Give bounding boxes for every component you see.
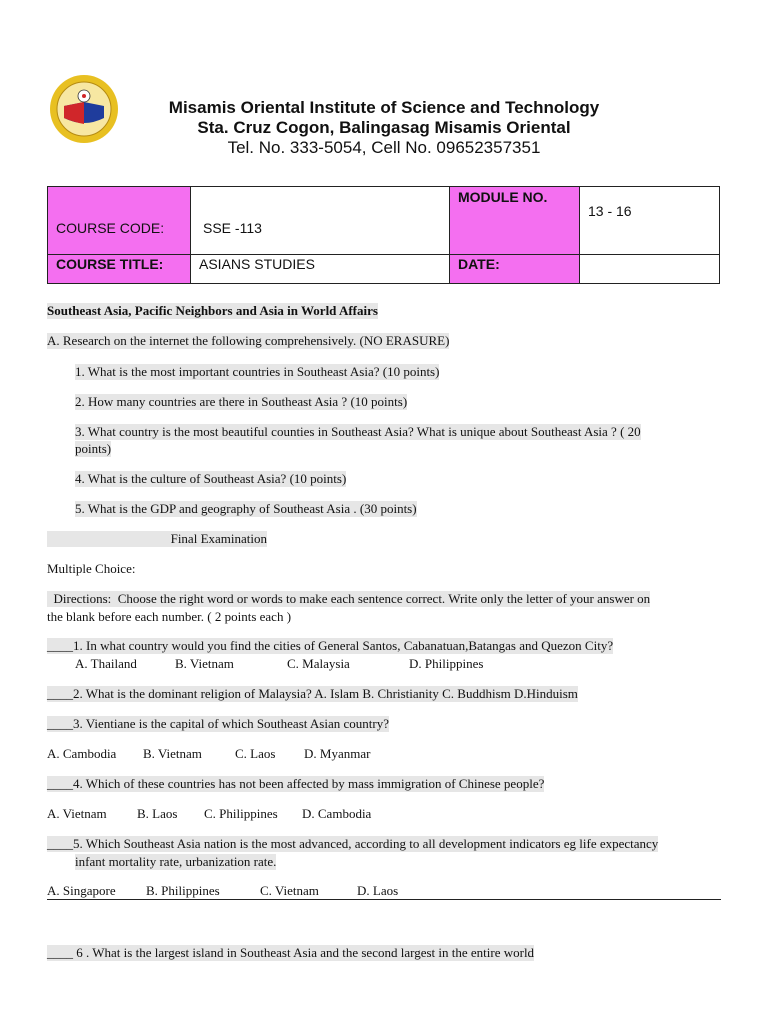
course-code-value: SSE -113 [191,187,450,255]
q3-choice-d: D. Myanmar [304,746,371,761]
q4-choice-c: C. Philippines [204,806,278,821]
question-4: ____4. Which of these countries has not been affected by mass immigration of Chinese people? [47,776,545,791]
q4-choice-b: B. Laos [137,806,178,821]
divider-line [47,899,721,900]
q1-choice-b: B. Vietnam [175,656,234,671]
question-6: ____ 6 . What is the largest island in Southeast Asia and the second largest in the entire world [47,945,535,960]
q4-choice-a: A. Vietnam [47,806,107,821]
research-item-5: 5. What is the GDP and geography of Southeast Asia . (30 points) [75,501,417,516]
institute-contact: Tel. No. 333-5054, Cell No. 09652357351 [227,138,541,157]
directions-line-2: the blank before each number. ( 2 points each ) [47,609,292,624]
q1-choice-c: C. Malaysia [287,656,350,671]
q4-choice-d: D. Cambodia [302,806,372,821]
question-2: ____2. What is the dominant religion of Malaysia? A. Islam B. Christianity C. Buddhism D.Hinduism [47,686,578,701]
q3-choice-b: B. Vietnam [143,746,202,761]
research-item-1: 1. What is the most important countries in Southeast Asia? (10 points) [75,364,440,379]
q5-choice-b: B. Philippines [146,883,220,898]
institute-address: Sta. Cruz Cogon, Balingasag Misamis Oriental [197,118,571,137]
q5-choice-a: A. Singapore [47,883,116,898]
date-label: DATE: [450,255,580,284]
final-exam-heading: Final Examination [47,531,267,547]
research-item-3: 3. What country is the most beautiful counties in Southeast Asia? What is unique about Southeast Asia ? ( 20 [75,424,641,439]
module-no-value: 13 - 16 [580,187,720,255]
question-1: ____1. In what country would you find the cities of General Santos, Cabanatuan,Batangas and Quezon City? [47,638,614,653]
research-item-2: 2. How many countries are there in Southeast Asia ? (10 points) [75,394,408,409]
q5-choice-c: C. Vietnam [260,883,319,898]
question-5: ____5. Which Southeast Asia nation is the most advanced, according to all development indicators eg life expectancy [47,836,659,851]
course-title-value: ASIANS STUDIES [191,255,450,284]
course-info-table [47,186,720,284]
institute-name: Misamis Oriental Institute of Science and Technology [168,98,600,117]
q1-choice-a: A. Thailand [75,656,137,671]
course-title-label: COURSE TITLE: [48,255,191,284]
q3-choice-c: C. Laos [235,746,276,761]
q3-choice-a: A. Cambodia [47,746,117,761]
q1-choice-d: D. Philippines [409,656,484,671]
research-item-3-cont: points) [75,441,112,456]
course-code-label: COURSE CODE: [48,187,191,255]
q5-choice-d: D. Laos [357,883,399,898]
question-5-cont: infant mortality rate, urbanization rate. [75,854,277,869]
mc-heading: Multiple Choice: [47,561,136,576]
research-item-4: 4. What is the culture of Southeast Asia? (10 points) [75,471,347,486]
directions-line-1: Directions: Choose the right word or words to make each sentence correct. Write only the letter of your answer on [47,591,651,606]
date-value [580,255,720,284]
part-a-instruction: A. Research on the internet the following comprehensively. (NO ERASURE) [47,333,450,348]
module-no-label: MODULE NO. [450,187,580,255]
question-3: ____3. Vientiane is the capital of which Southeast Asian country? [47,716,389,731]
section-title: Southeast Asia, Pacific Neighbors and Asia in World Affairs [47,303,378,318]
